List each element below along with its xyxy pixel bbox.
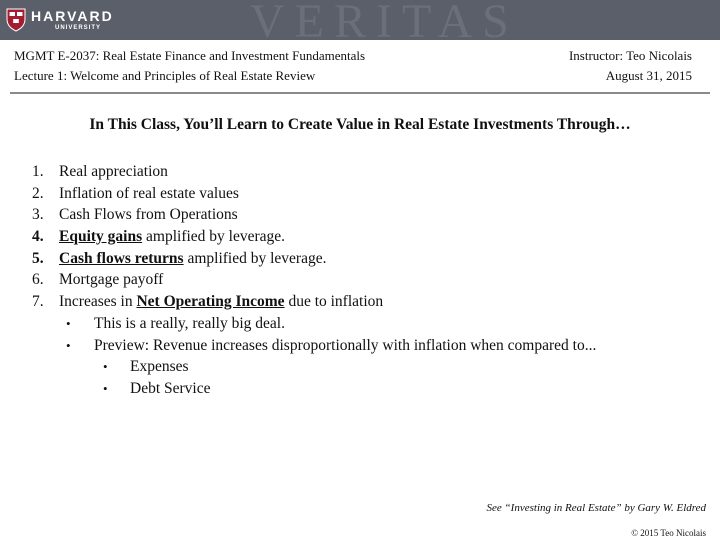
list-item	[0, 161, 720, 183]
header-divider	[10, 92, 710, 94]
item-emphasis: Net Operating Income	[136, 293, 285, 311]
item-text: Mortgage payoff	[59, 271, 164, 289]
item-text: Cash Flows from Operations	[59, 206, 238, 224]
shield-icon	[6, 8, 26, 32]
item-number: 4.	[32, 228, 44, 246]
list-item	[0, 226, 720, 248]
item-number: 7.	[32, 293, 44, 311]
item-number: 6.	[32, 271, 44, 289]
slide-heading: In This Class, You’ll Learn to Create Value in Real Estate Investments Through…	[89, 116, 631, 133]
item-text	[59, 291, 383, 313]
logo-sub: UNIVERSITY	[55, 25, 102, 31]
lecture-date: August 31, 2015	[605, 68, 692, 83]
sub-sub-item-text: Debt Service	[130, 379, 211, 397]
course-title: MGMT E-2037: Real Estate Finance and Investment Fundamentals	[14, 48, 366, 63]
item-rest: due to inflation	[284, 293, 384, 311]
sub-item-text: This is a really, really big deal.	[94, 314, 285, 332]
bullet: •	[66, 337, 71, 353]
sub-sub-list-item	[0, 378, 720, 400]
item-pre: Increases in	[59, 293, 137, 311]
item-text	[59, 248, 326, 270]
header-band	[0, 0, 720, 40]
item-number: 3.	[32, 206, 44, 224]
item-emphasis: Cash flows returns	[59, 249, 184, 267]
copyright: © 2015 Teo Nicolais	[631, 528, 706, 538]
item-rest: amplified by leverage.	[142, 228, 286, 246]
sub-sub-item-text: Expenses	[130, 358, 189, 376]
list-item	[0, 204, 720, 226]
lecture-title: Lecture 1: Welcome and Principles of Real Estate Review	[14, 68, 316, 83]
item-text: Inflation of real estate values	[59, 184, 239, 202]
sub-list-item	[0, 335, 720, 357]
value-creation-list	[0, 161, 720, 400]
bullet: •	[66, 315, 71, 331]
band-watermark: VERITAS	[250, 0, 519, 40]
harvard-logo	[6, 7, 114, 33]
item-number: 1.	[32, 163, 44, 180]
item-number: 5.	[32, 249, 44, 267]
item-number: 2.	[32, 184, 44, 202]
citation: See “Investing in Real Estate” by Gary W. Eldred	[486, 502, 706, 514]
list-item	[0, 291, 720, 313]
bullet: •	[103, 359, 108, 375]
list-item	[0, 269, 720, 291]
bullet: •	[103, 380, 108, 396]
sub-sub-list-item	[0, 356, 720, 378]
item-rest: amplified by leverage.	[183, 249, 327, 267]
list-item	[0, 248, 720, 270]
instructor-name: Instructor: Teo Nicolais	[568, 48, 692, 63]
item-text: Real appreciation	[59, 163, 168, 180]
sub-item-text: Preview: Revenue increases disproportionally with inflation when compared to...	[94, 336, 597, 354]
logo-name: HARVARD	[31, 8, 114, 24]
sub-list-item	[0, 313, 720, 335]
item-text	[59, 226, 285, 248]
list-item	[0, 183, 720, 205]
item-emphasis: Equity gains	[59, 228, 143, 246]
